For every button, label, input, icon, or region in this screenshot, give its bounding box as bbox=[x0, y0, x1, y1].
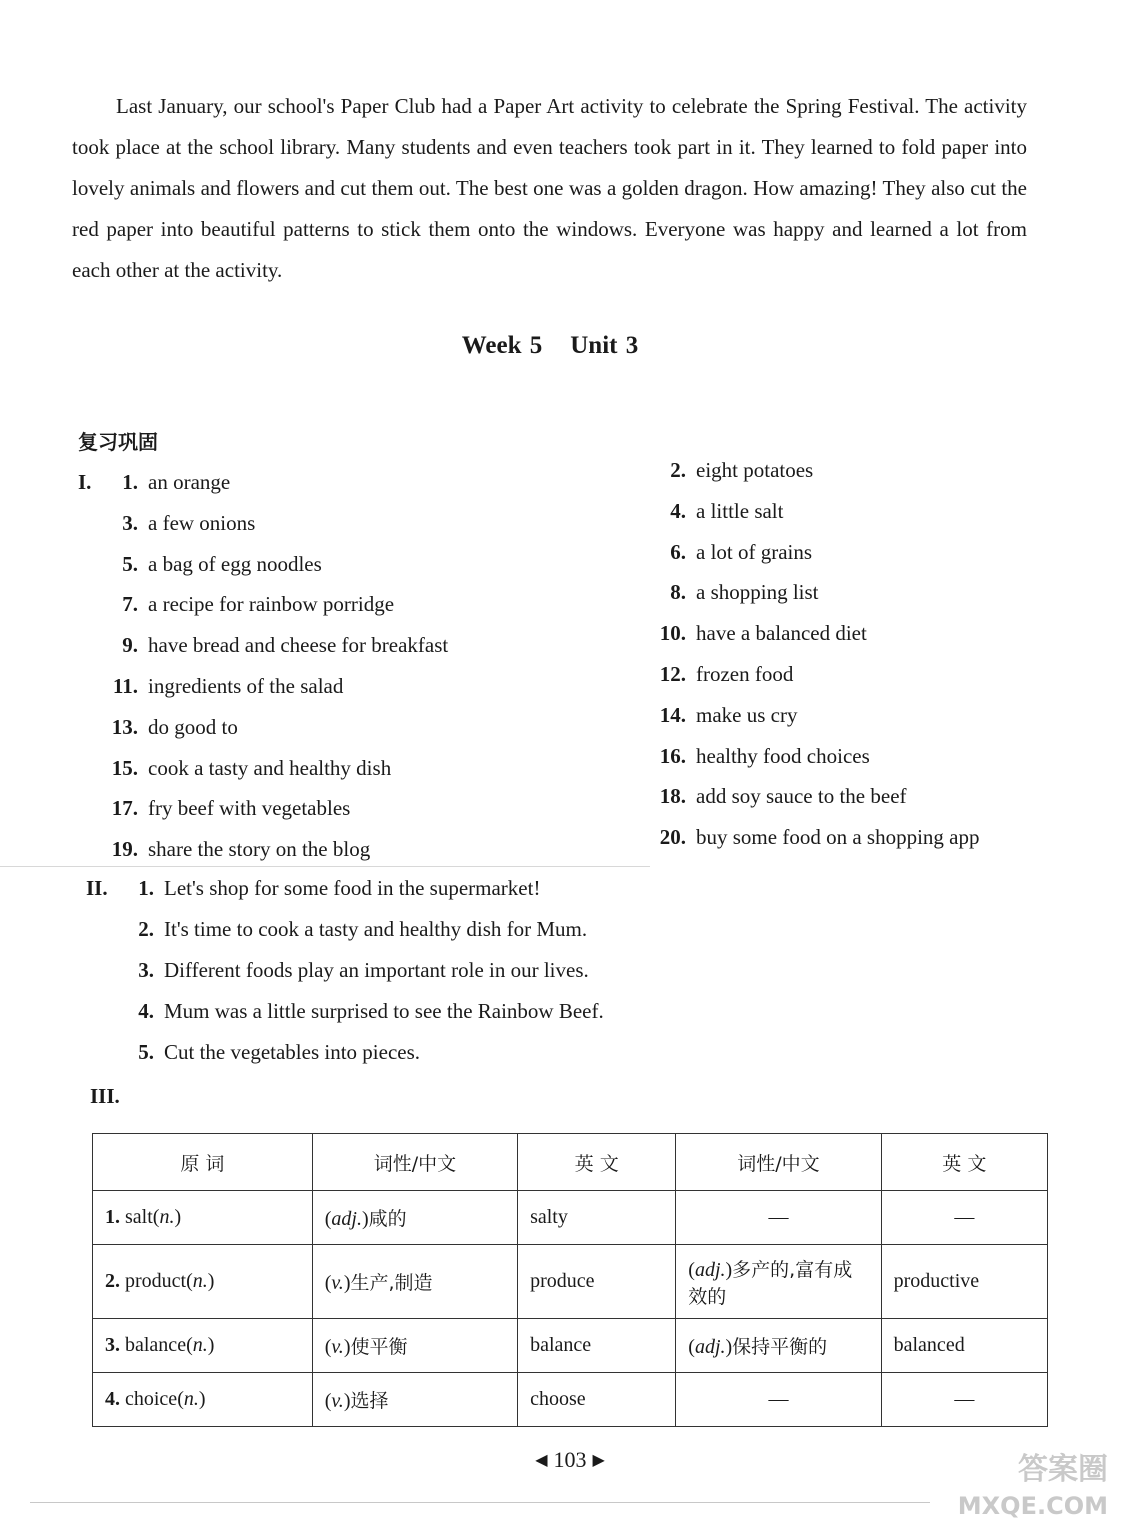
list-item bbox=[100, 796, 350, 821]
original-word-cell: 2. product(n.) bbox=[93, 1245, 313, 1319]
item-text: Cut the vegetables into pieces. bbox=[164, 1040, 421, 1064]
list-item bbox=[640, 458, 813, 483]
original-word-cell: 1. salt(n.) bbox=[93, 1191, 313, 1245]
list-item bbox=[126, 1040, 420, 1065]
header-cell: 英 文 bbox=[881, 1134, 1047, 1191]
item-text: cook a tasty and healthy dish bbox=[148, 755, 392, 780]
item-number: 6. bbox=[670, 539, 686, 564]
item-number: 11. bbox=[112, 674, 138, 698]
list-item bbox=[100, 633, 448, 658]
list-item bbox=[640, 662, 793, 687]
item-number: 10. bbox=[659, 621, 686, 646]
table-row bbox=[93, 1373, 1048, 1427]
header-cell: 词性/中文 bbox=[676, 1134, 881, 1191]
pos-cn-cell: (adj.)多产的,富有成效的 bbox=[676, 1245, 881, 1319]
item-number: 4. bbox=[670, 498, 686, 523]
item-number: 13. bbox=[111, 714, 138, 739]
list-item bbox=[100, 511, 255, 536]
page-number bbox=[0, 1447, 1122, 1473]
list-item bbox=[100, 470, 230, 495]
passage-text: Last January, our school's Paper Club had a Paper Art activity to celebrate the Spring Festival. The activity took place at the school library. Many students and even teachers took part in it. They learned to fold paper into lovely animals and flowers and cut them out. The best one was a golden dragon. How amazing! They also cut the red paper into beautiful patterns to stick them onto the windows. Everyone was happy and learned a lot from each other at the activity. bbox=[72, 94, 1027, 282]
item-text: buy some food on a shopping app bbox=[696, 825, 980, 850]
list-item bbox=[100, 715, 238, 740]
list-item bbox=[126, 958, 589, 983]
item-text: fry beef with vegetables bbox=[148, 796, 351, 821]
list-item bbox=[100, 674, 343, 699]
item-number: 19. bbox=[111, 837, 138, 862]
item-text: a lot of grains bbox=[696, 539, 813, 564]
word-forms-table bbox=[92, 1133, 1048, 1427]
item-number: 5. bbox=[138, 1040, 154, 1064]
item-text: ingredients of the salad bbox=[148, 674, 344, 698]
watermark-logo: 答案圈 MXQE.COM bbox=[957, 1452, 1108, 1520]
part3-label: III. bbox=[90, 1084, 120, 1108]
english-cell: balance bbox=[518, 1319, 676, 1373]
header-cell: 词性/中文 bbox=[312, 1134, 517, 1191]
original-word-cell: 4. choice(n.) bbox=[93, 1373, 313, 1427]
pos-cn-cell: (v.)生产,制造 bbox=[312, 1245, 517, 1319]
item-text: It's time to cook a tasty and healthy dish for Mum. bbox=[164, 917, 588, 941]
table-row bbox=[93, 1191, 1048, 1245]
bottom-rule bbox=[30, 1502, 930, 1503]
list-item bbox=[640, 540, 812, 565]
item-number: 14. bbox=[659, 702, 686, 727]
item-number: 9. bbox=[122, 633, 138, 658]
table-row bbox=[93, 1319, 1048, 1373]
item-number: 1. bbox=[122, 470, 138, 494]
item-text: a bag of egg noodles bbox=[148, 551, 322, 576]
table-header-row bbox=[93, 1134, 1048, 1191]
list-item bbox=[640, 784, 907, 809]
item-number: 8. bbox=[670, 580, 686, 605]
english-cell: choose bbox=[518, 1373, 676, 1427]
english-cell: productive bbox=[881, 1245, 1047, 1319]
item-number: 3. bbox=[138, 958, 154, 982]
list-item bbox=[100, 592, 394, 617]
item-text: a little salt bbox=[696, 498, 784, 523]
item-text: a recipe for rainbow porridge bbox=[148, 592, 395, 617]
week-label: Week 5 bbox=[461, 332, 543, 359]
header-cell: 原 词 bbox=[93, 1134, 313, 1191]
list-item bbox=[640, 825, 979, 850]
item-text: add soy sauce to the beef bbox=[696, 784, 907, 809]
item-text: share the story on the blog bbox=[148, 837, 371, 862]
item-number: 4. bbox=[138, 999, 154, 1023]
item-text: Let's shop for some food in the supermarket! bbox=[164, 876, 541, 900]
pos-cn-cell: (v.)选择 bbox=[312, 1373, 517, 1427]
pos-cn-cell: — bbox=[676, 1373, 881, 1427]
header-cell: 英 文 bbox=[518, 1134, 676, 1191]
triangle-right-icon: ▶ bbox=[592, 1452, 605, 1469]
item-number: 12. bbox=[659, 662, 686, 686]
list-item bbox=[126, 876, 540, 901]
divider bbox=[0, 866, 650, 867]
pos-cn-cell: — bbox=[676, 1191, 881, 1245]
english-cell: — bbox=[881, 1191, 1047, 1245]
item-number: 18. bbox=[659, 784, 686, 809]
item-number: 2. bbox=[138, 917, 154, 941]
pos-cn-cell: (v.)使平衡 bbox=[312, 1319, 517, 1373]
list-item bbox=[640, 744, 870, 769]
list-item bbox=[640, 580, 819, 605]
item-text: do good to bbox=[148, 714, 238, 739]
list-item bbox=[100, 837, 370, 862]
page-number-text: 103 bbox=[553, 1447, 587, 1472]
item-text: a few onions bbox=[148, 510, 256, 535]
part1-label: I. bbox=[78, 470, 92, 494]
english-cell: balanced bbox=[881, 1319, 1047, 1373]
item-text: Different foods play an important role in our lives. bbox=[164, 958, 589, 982]
item-text: a shopping list bbox=[696, 580, 819, 605]
english-cell: — bbox=[881, 1373, 1047, 1427]
list-item bbox=[640, 621, 867, 646]
item-number: 15. bbox=[111, 755, 138, 780]
english-cell: salty bbox=[518, 1191, 676, 1245]
item-number: 2. bbox=[670, 458, 686, 482]
unit-label: Unit 3 bbox=[570, 332, 639, 359]
english-cell: produce bbox=[518, 1245, 676, 1319]
list-item bbox=[640, 499, 783, 524]
item-text: eight potatoes bbox=[696, 458, 814, 482]
item-text: Mum was a little surprised to see the Rainbow Beef. bbox=[164, 999, 604, 1023]
pos-cn-cell: (adj.)保持平衡的 bbox=[676, 1319, 881, 1373]
item-text: have a balanced diet bbox=[696, 621, 867, 646]
list-item bbox=[100, 552, 322, 577]
pos-cn-cell: (adj.)咸的 bbox=[312, 1191, 517, 1245]
item-number: 5. bbox=[122, 551, 138, 576]
item-number: 16. bbox=[659, 743, 686, 768]
item-text: an orange bbox=[148, 470, 231, 494]
list-item bbox=[100, 756, 391, 781]
list-item bbox=[126, 917, 587, 942]
table-row bbox=[93, 1245, 1048, 1319]
original-word-cell: 3. balance(n.) bbox=[93, 1319, 313, 1373]
item-text: frozen food bbox=[696, 662, 794, 686]
item-text: healthy food choices bbox=[696, 743, 870, 768]
triangle-left-icon: ◀ bbox=[535, 1452, 548, 1469]
item-number: 1. bbox=[138, 876, 154, 900]
item-text: make us cry bbox=[696, 702, 798, 727]
list-item bbox=[126, 999, 604, 1024]
item-number: 3. bbox=[122, 510, 138, 535]
section-title: 复习巩固 bbox=[78, 430, 158, 454]
part2-label: II. bbox=[86, 876, 108, 900]
list-item bbox=[640, 703, 797, 728]
item-number: 7. bbox=[122, 592, 138, 617]
item-number: 17. bbox=[111, 796, 138, 821]
item-text: have bread and cheese for breakfast bbox=[148, 633, 449, 658]
item-number: 20. bbox=[659, 825, 686, 850]
reading-passage bbox=[72, 86, 1027, 291]
week-unit-heading bbox=[0, 332, 1100, 360]
